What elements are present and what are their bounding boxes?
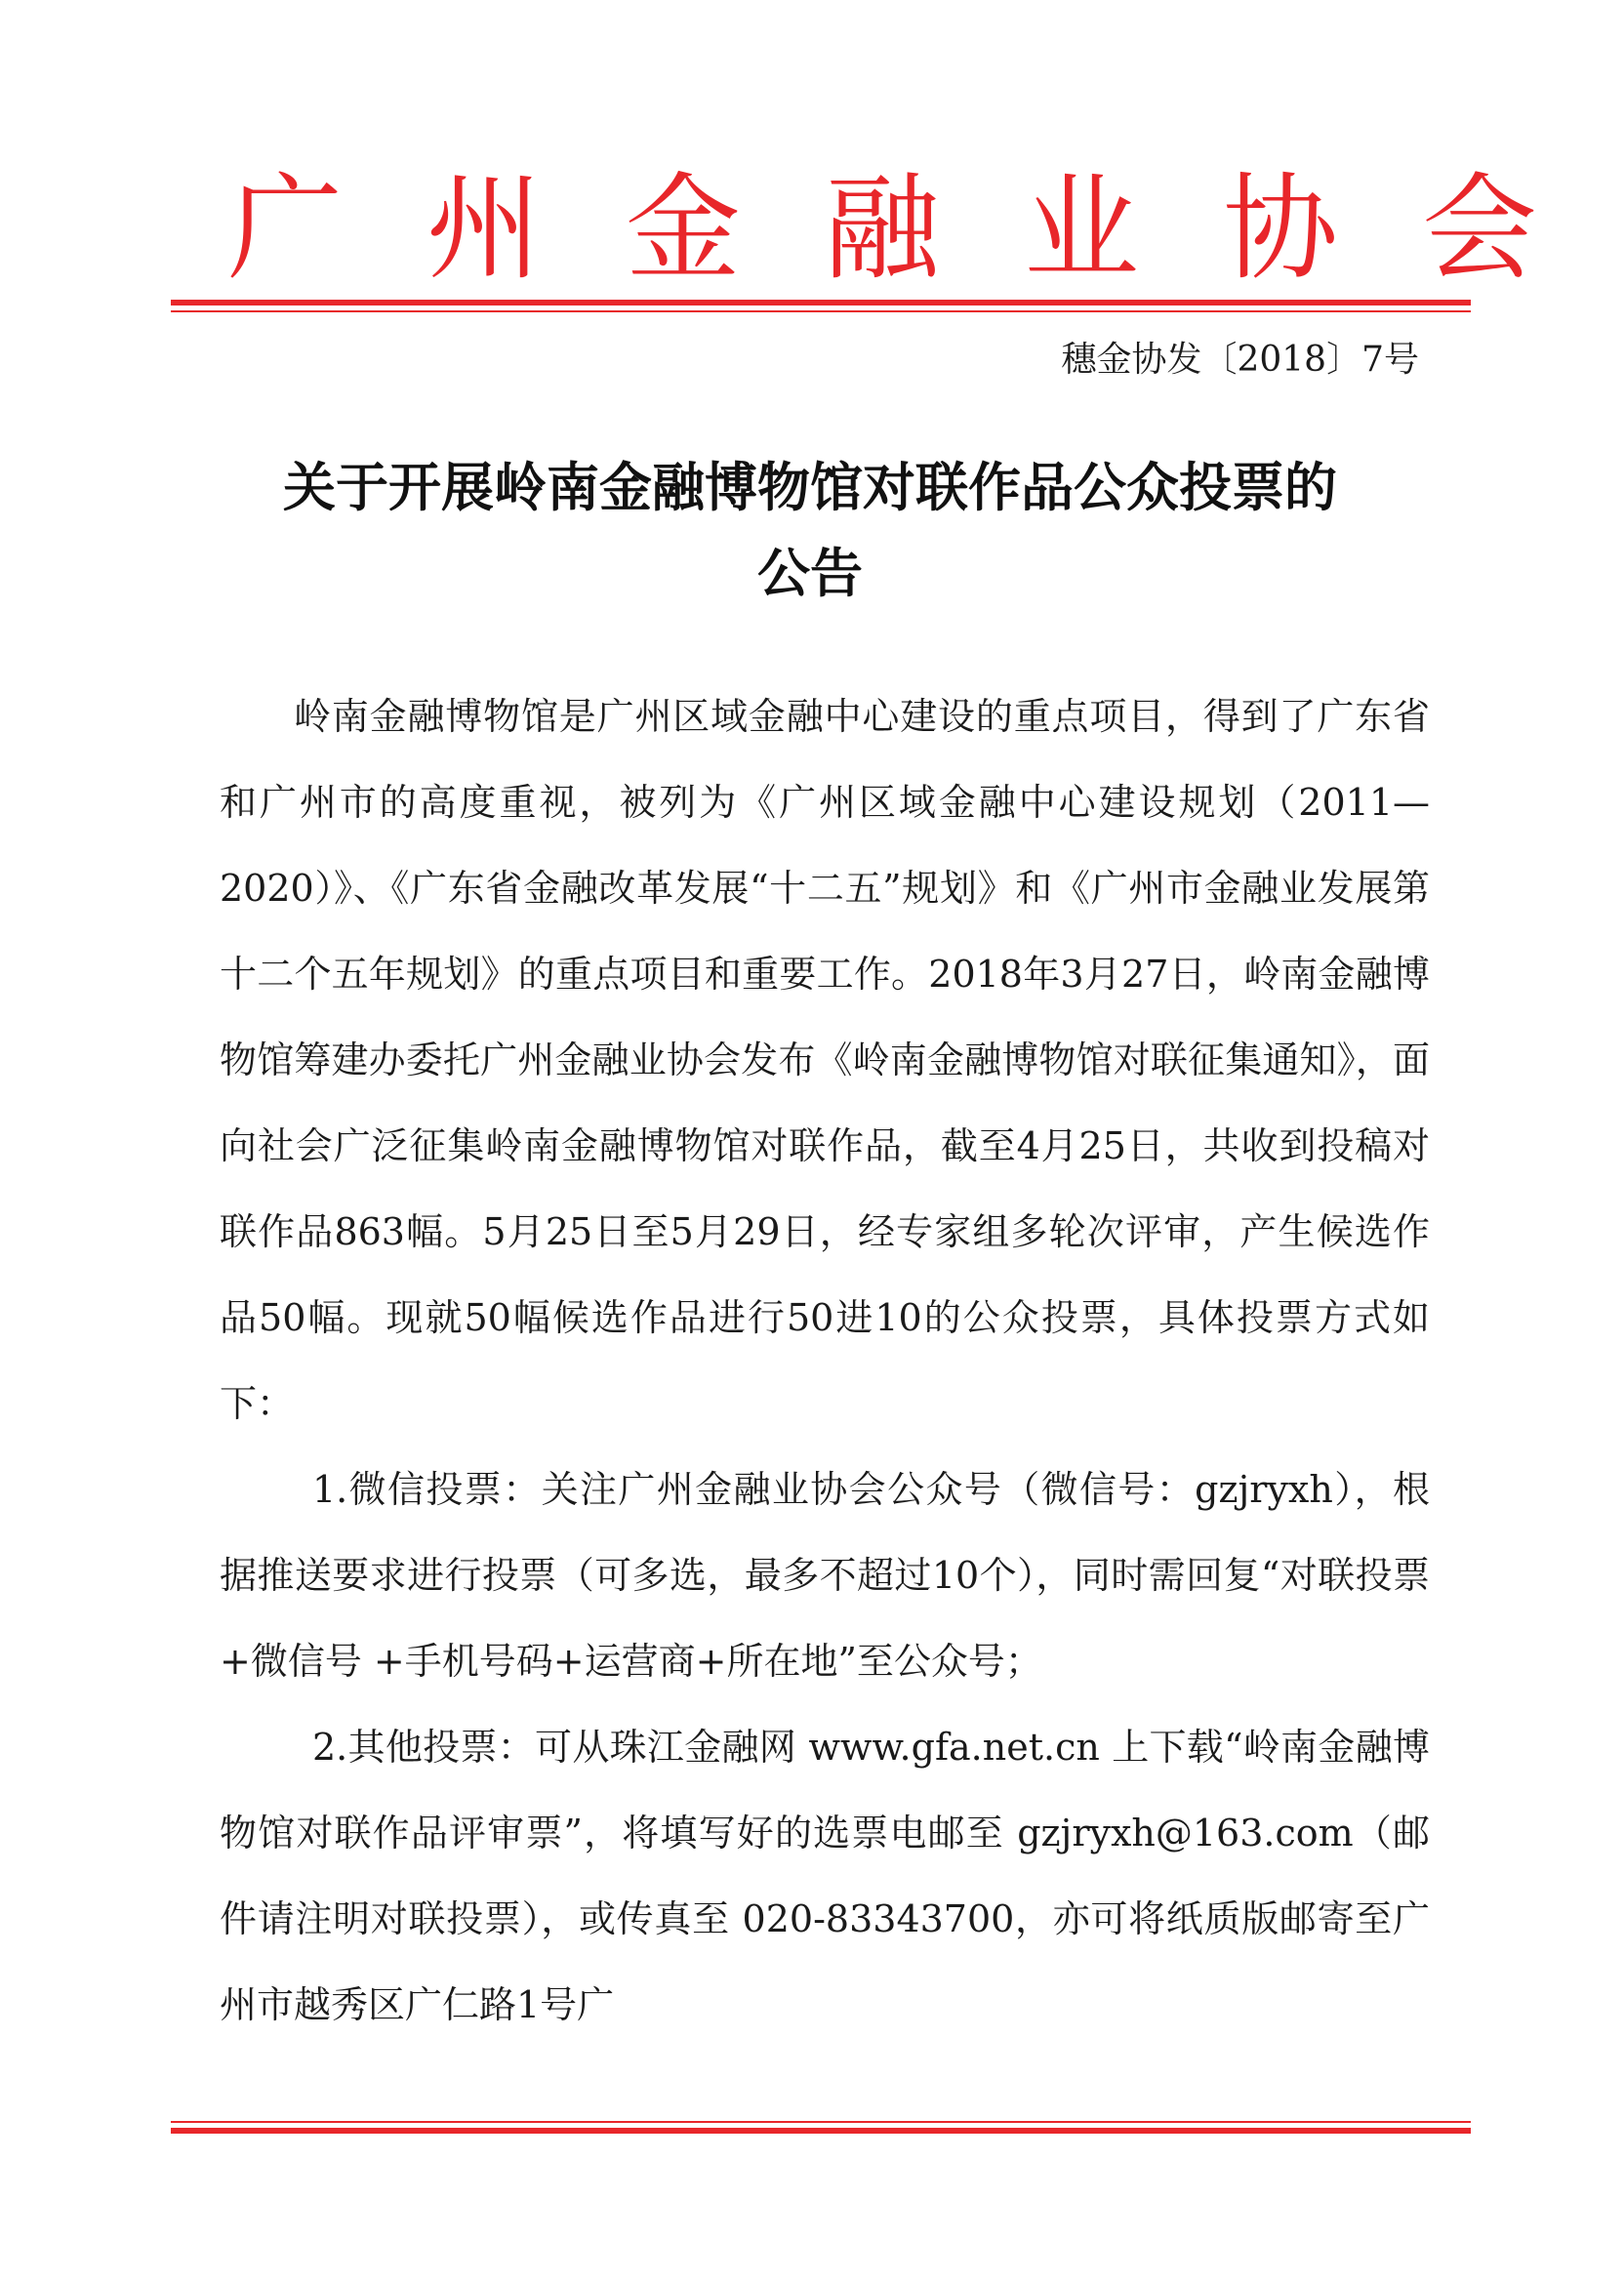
- paragraph-intro: 岭南金融博物馆是广州区域金融中心建设的重点项目，得到了广东省和广州市的高度重视，被列为《广州区域金融中心建设规划（2011—2020）》、《广东省金融改革发展“十二五”规划》和《广州市金融业发展第十二个五年规划》的重点项目和重要工作。2018年3月27日，岭南金融博物馆筹建办委托广州金融业协会发布《岭南金融博物馆对联征集通知》，面向社会广泛征集岭南金融博物馆对联作品，截至4月25日，共收到投稿对联作品863幅。5月25日至5月29日，经专家组多轮次评审，产生候选作品50幅。现就50幅候选作品进行50进10的公众投票，具体投票方式如下：: [220, 695, 1430, 1425]
- document-body: [220, 673, 1430, 2048]
- header-rule-thick: [171, 300, 1471, 306]
- document-number: 穗金协发〔2018〕7号: [1061, 340, 1419, 380]
- paragraph-wechat-vote: 1.微信投票：关注广州金融业协会公众号（微信号：gzjryxh），根据推送要求进行投票（可多选，最多不超过10个），同时需回复“对联投票+微信号 +手机号码+运营商+所在地”至公众号；: [220, 1468, 1430, 1683]
- organization-masthead: 广州金融业协会: [227, 161, 1622, 296]
- footer-rule-thick: [171, 2128, 1471, 2134]
- paragraph-other-vote: 2.其他投票：可从珠江金融网 www.gfa.net.cn 上下载“岭南金融博物馆对联作品评审票”，将填写好的选票电邮至 gzjryxh@163.com（邮件请注明对联投票），或传真至 020-83343700，亦可将纸质版邮寄至广州市越秀区广仁路1号广: [220, 1726, 1430, 2026]
- title-line-2: 公告: [757, 542, 863, 604]
- title-line-1: 关于开展岭南金融博物馆对联作品公众投票的: [283, 456, 1337, 518]
- page-title: [176, 444, 1444, 616]
- footer-rule-thin: [171, 2121, 1471, 2123]
- header-rule-thin: [171, 310, 1471, 312]
